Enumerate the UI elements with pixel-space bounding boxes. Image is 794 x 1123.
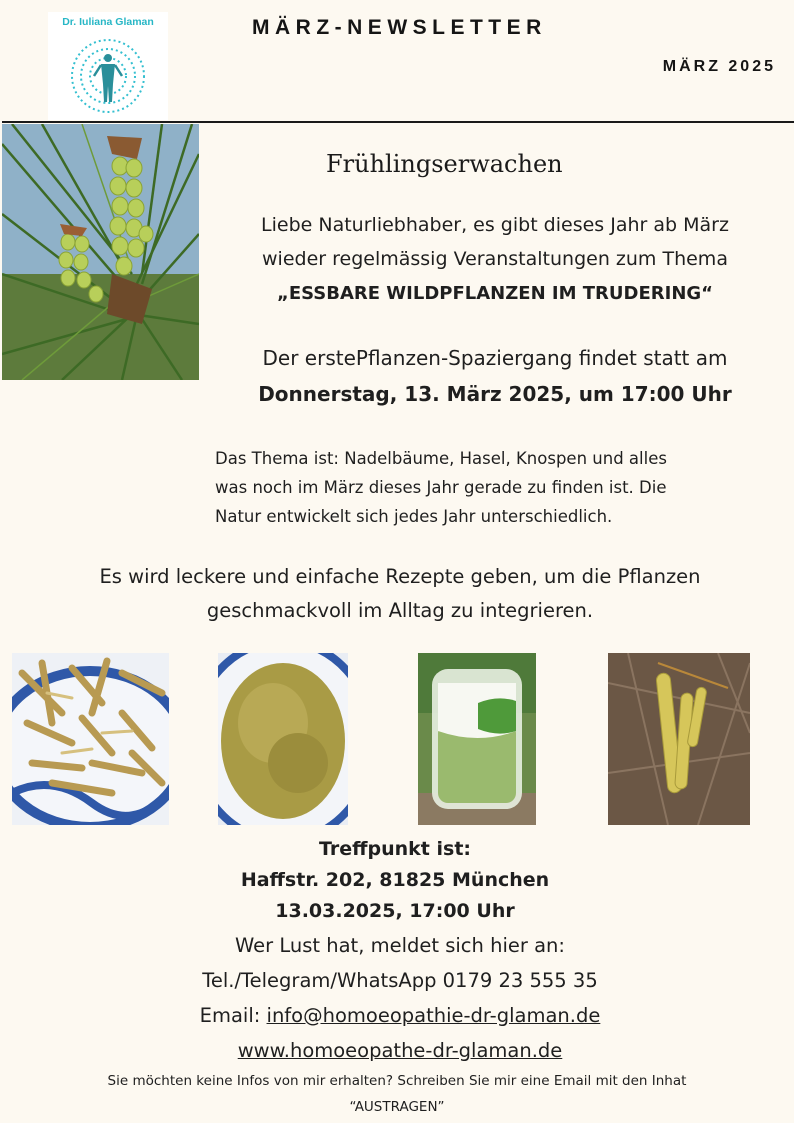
newsletter-date: MÄRZ 2025	[662, 58, 776, 75]
event-topic: „ESSBARE WILDPFLANZEN IM TRUDERING“	[276, 283, 713, 304]
event-datetime: Donnerstag, 13. März 2025, um 17:00 Uhr	[258, 382, 732, 406]
logo-name: Dr. Iuliana Glaman	[62, 16, 154, 28]
unsubscribe-note	[0, 1068, 794, 1120]
meeting-point	[150, 834, 640, 927]
section-heading: Frühlingserwachen	[326, 150, 563, 178]
contact-section	[110, 928, 690, 1068]
event-announcement	[205, 340, 785, 412]
recipes-line-2: geschmackvoll im Alltag zu integrieren.	[206, 599, 594, 622]
theme-line-3: Natur entwickelt sich jedes Jahr unterschiedlich.	[215, 507, 613, 526]
unsubscribe-line-2: “AUSTRAGEN”	[349, 1099, 445, 1115]
pine-flowers-photo	[2, 124, 199, 380]
logo	[48, 12, 168, 120]
pollen-powder-photo	[218, 653, 348, 825]
newsletter-title: MÄRZ-NEWSLETTER	[252, 16, 547, 39]
meeting-address: Haffstr. 202, 81825 München	[240, 869, 550, 891]
theme-line-2: was noch im März dieses Jahr gerade zu finden ist. Die	[215, 478, 667, 497]
catkins-plate-photo	[12, 653, 169, 825]
meeting-datetime: 13.03.2025, 17:00 Uhr	[275, 900, 515, 922]
email-link[interactable]: info@homoeopathie-dr-glaman.de	[266, 1004, 601, 1027]
recipes-line-1: Es wird leckere und einfache Rezepte geben, um die Pflanzen	[99, 565, 701, 588]
intro-line-1: Liebe Naturliebhaber, es gibt dieses Jahr ab März	[261, 214, 729, 236]
green-smoothie-photo	[418, 653, 536, 825]
event-line-1: Der erstePflanzen-Spaziergang findet statt am	[262, 346, 728, 370]
intro-line-2: wieder regelmässig Veranstaltungen zum Thema	[262, 248, 728, 270]
theme-line-1: Das Thema ist: Nadelbäume, Hasel, Knospen und alles	[215, 449, 667, 468]
unsubscribe-line-1: Sie möchten keine Infos von mir erhalten? Schreiben Sie mir eine Email mit den Inhat	[107, 1073, 687, 1089]
hazel-catkins-photo	[608, 653, 750, 825]
signup-invite: Wer Lust hat, meldet sich hier an:	[235, 934, 565, 957]
email-label: Email:	[199, 1004, 267, 1027]
email-line	[110, 998, 690, 1033]
meeting-label: Treffpunkt ist:	[318, 838, 471, 860]
phone-info: Tel./Telegram/WhatsApp 0179 23 555 35	[202, 969, 598, 992]
logo-figure-icon	[68, 32, 148, 118]
website-link[interactable]: www.homoeopathe-dr-glaman.de	[237, 1039, 563, 1062]
recipes-paragraph	[30, 560, 770, 628]
intro-paragraph	[205, 208, 785, 311]
header-divider	[2, 121, 794, 123]
theme-paragraph	[215, 444, 775, 531]
